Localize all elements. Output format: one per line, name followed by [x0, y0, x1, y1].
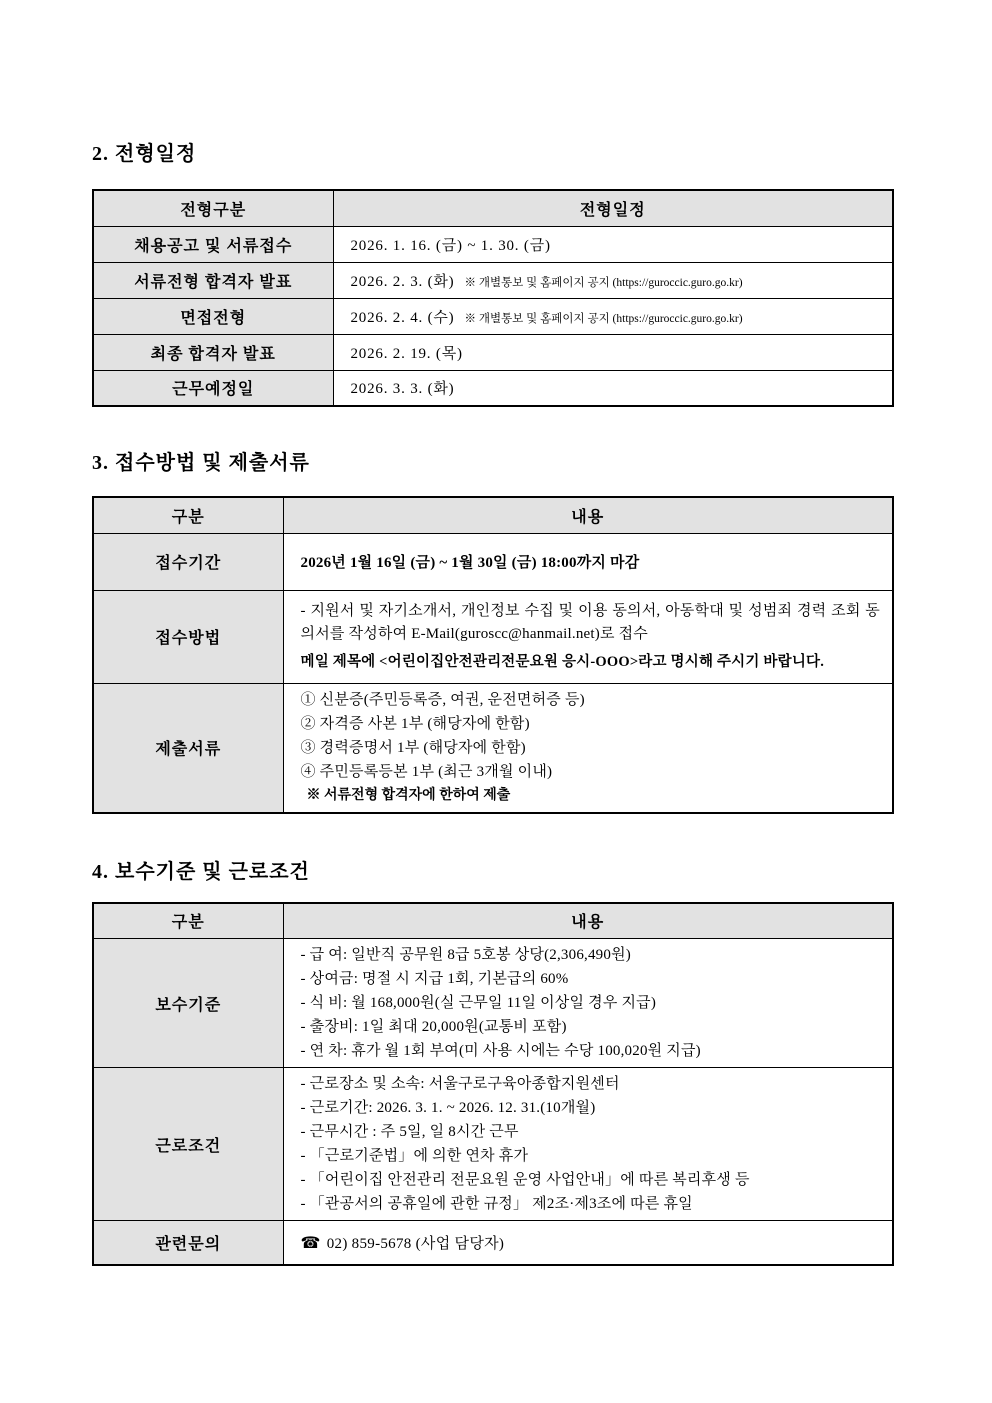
row-value-required-documents	[283, 683, 893, 813]
row-value-application-period: 2026년 1월 16일 (금) ~ 1월 30일 (금) 18:00까지 마감	[283, 533, 893, 590]
work-condition-item: - 근로기간: 2026. 3. 1. ~ 2026. 12. 31.(10개월)	[300, 1100, 596, 1116]
date-text: 2026. 2. 4. (수)	[350, 309, 455, 326]
row-label-interview: 면접전형	[93, 298, 333, 334]
table-header-row	[93, 190, 893, 226]
table-header-row	[93, 903, 893, 939]
table-row	[93, 334, 893, 370]
row-label-final-result: 최종 합격자 발표	[93, 334, 333, 370]
row-value-work-conditions	[283, 1068, 893, 1221]
row-value-contact	[283, 1221, 893, 1265]
telephone-icon: ☎	[300, 1234, 321, 1252]
pay-item: - 출장비: 1일 최대 20,000원(교통비 포함)	[300, 1019, 567, 1035]
row-value-pay-standard	[283, 939, 893, 1068]
row-label-announcement: 채용공고 및 서류접수	[93, 226, 333, 262]
pay-item: - 급 여: 일반직 공무원 8급 5호봉 상당(2,306,490원)	[300, 947, 631, 963]
work-condition-item: - 근로장소 및 소속: 서울구로구육아종합지원센터	[300, 1076, 620, 1092]
table-header-row	[93, 497, 893, 533]
row-label-start-date: 근무예정일	[93, 370, 333, 406]
date-text: 2026. 3. 3. (화)	[350, 381, 455, 398]
header-cell-content: 내용	[283, 497, 893, 533]
date-text: 2026. 2. 3. (화)	[350, 273, 455, 290]
table-row	[93, 590, 893, 683]
row-label-required-documents: 제출서류	[93, 683, 283, 813]
application-method-table	[92, 496, 894, 814]
section-title-compensation: 4. 보수기준 및 근로조건	[92, 860, 310, 883]
contact-line	[301, 1236, 505, 1252]
documents-note: ※ 서류전형 합격자에 한하여 제출	[306, 787, 511, 803]
table-row	[93, 262, 893, 298]
row-label-application-period: 접수기간	[93, 533, 283, 590]
row-label-document-result: 서류전형 합격자 발표	[93, 262, 333, 298]
application-method-text: - 지원서 및 자기소개서, 개인정보 수집 및 이용 동의서, 아동학대 및 성범죄 경력 조회 동의서를 작성하여 E-Mail(guroscc@hanmail.net)로 접수	[300, 603, 880, 642]
row-value-start-date	[333, 370, 893, 406]
row-label-pay-standard: 보수기준	[93, 939, 283, 1068]
header-cell-category: 전형구분	[93, 190, 333, 226]
section-title-application-method: 3. 접수방법 및 제출서류	[92, 452, 310, 474]
row-value-interview	[333, 298, 893, 334]
header-cell-schedule: 전형일정	[333, 190, 893, 226]
date-text: 2026. 1. 16. (금) ~ 1. 30. (금)	[350, 237, 551, 254]
table-row	[93, 939, 893, 1068]
row-value-application-method	[283, 590, 893, 683]
table-row	[93, 298, 893, 334]
header-cell-content: 내용	[283, 903, 893, 939]
notice-text: ※ 개별통보 및 홈페이지 공지 (https://guroccic.guro.go.kr)	[464, 312, 743, 325]
table-row	[93, 683, 893, 813]
table-row	[93, 226, 893, 262]
work-condition-item: - 「어린이집 안전관리 전문요원 운영 사업안내」에 따른 복리후생 등	[300, 1172, 750, 1188]
document-content	[92, 0, 892, 1266]
table-row	[93, 533, 893, 590]
work-condition-item: - 근무시간 : 주 5일, 일 8시간 근무	[300, 1124, 519, 1140]
document-item: ② 자격증 사본 1부 (해당자에 한함)	[300, 715, 530, 732]
contact-phone-number: 02) 859-5678 (사업 담당자)	[326, 1235, 505, 1252]
pay-item: - 연 차: 휴가 월 1회 부여(미 사용 시에는 수당 100,020원 지급)	[300, 1043, 701, 1059]
email-subject-instruction: 메일 제목에 <어린이집안전관리전문요원 응시-OOO>라고 명시해 주시기 바랍니다.	[300, 654, 825, 670]
compensation-table	[92, 902, 894, 1266]
table-row	[93, 1068, 893, 1221]
date-text: 2026. 2. 19. (목)	[350, 345, 463, 362]
pay-item: - 상여금: 명절 시 지급 1회, 기본급의 60%	[300, 971, 569, 987]
pay-item: - 식 비: 월 168,000원(실 근무일 11일 이상일 경우 지급)	[300, 995, 657, 1011]
row-value-document-result	[333, 262, 893, 298]
row-label-contact: 관련문의	[93, 1221, 283, 1265]
header-cell-category: 구분	[93, 903, 283, 939]
row-label-application-method: 접수방법	[93, 590, 283, 683]
table-row	[93, 1221, 893, 1265]
work-condition-item: - 「관공서의 공휴일에 관한 규정」 제2조·제3조에 따른 휴일	[300, 1196, 693, 1212]
row-value-final-result	[333, 334, 893, 370]
header-cell-category: 구분	[93, 497, 283, 533]
table-row	[93, 370, 893, 406]
work-condition-item: - 「근로기준법」에 의한 연차 휴가	[300, 1148, 529, 1164]
selection-schedule-table	[92, 189, 894, 407]
section-title-selection-schedule: 2. 전형일정	[92, 143, 197, 165]
notice-text: ※ 개별통보 및 홈페이지 공지 (https://guroccic.guro.go.kr)	[464, 276, 743, 289]
row-label-work-conditions: 근로조건	[93, 1068, 283, 1221]
document-item: ④ 주민등록등본 1부 (최근 3개월 이내)	[300, 763, 553, 780]
document-item: ③ 경력증명서 1부 (해당자에 한함)	[300, 739, 526, 756]
row-value-announcement	[333, 226, 893, 262]
document-item: ① 신분증(주민등록증, 여권, 운전면허증 등)	[300, 691, 585, 708]
